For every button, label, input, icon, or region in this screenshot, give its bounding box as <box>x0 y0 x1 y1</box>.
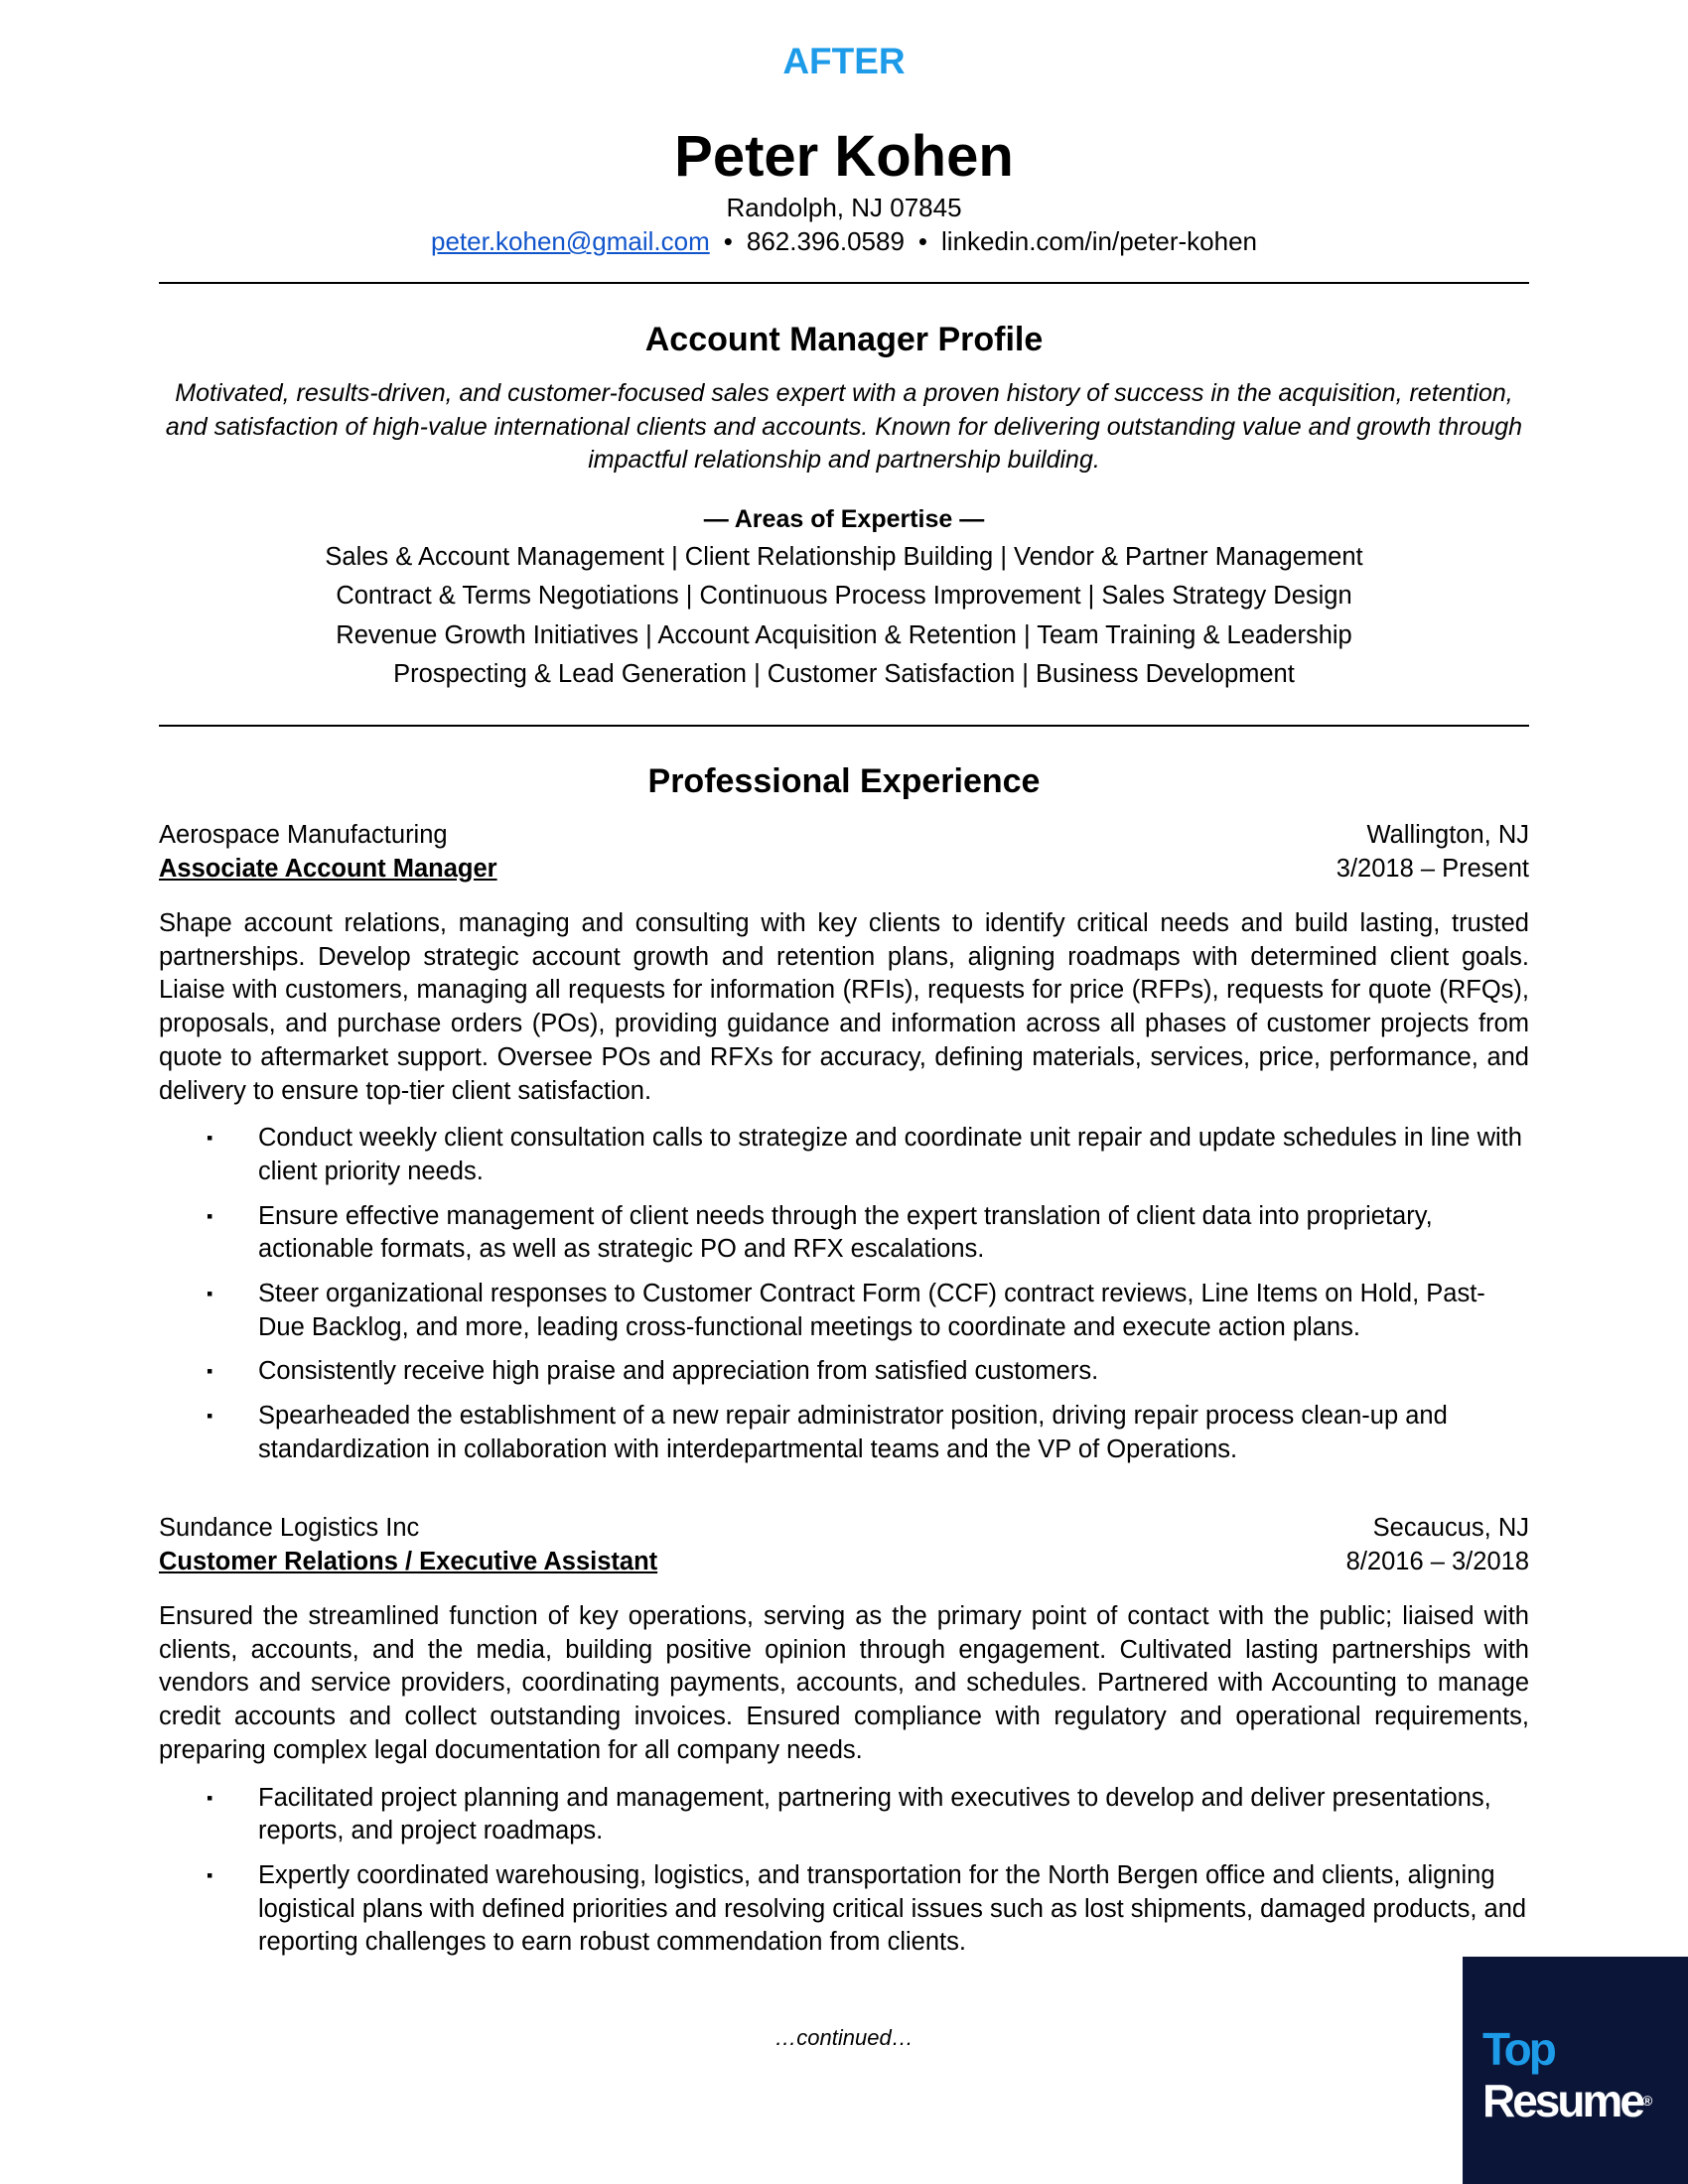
job-title: Customer Relations / Executive Assistant <box>159 1547 658 1575</box>
bullet-marker: ▪ <box>207 1128 213 1149</box>
job-dates: 8/2016 – 3/2018 <box>1345 1547 1529 1575</box>
areas-line: Prospecting & Lead Generation | Customer Satisfaction | Business Development <box>393 659 1295 688</box>
separator: • <box>917 226 928 256</box>
company: Aerospace Manufacturing <box>159 821 448 849</box>
job-entry <box>159 1512 1529 1971</box>
areas-of-expertise <box>159 538 1529 694</box>
separator: • <box>723 226 733 256</box>
bullet-marker: ▪ <box>207 1284 213 1304</box>
areas-line: Revenue Growth Initiatives | Account Acquisition & Retention | Team Training & Leadership <box>336 620 1352 649</box>
bullet-text: Ensure effective management of client needs through the expert translation of client data into proprietary, actionable formats, as well as strategic PO and RFX escalations. <box>258 1201 1433 1264</box>
job-bullets <box>159 1122 1529 1466</box>
phone: 862.396.0589 <box>746 226 905 256</box>
linkedin: linkedin.com/in/peter-kohen <box>941 226 1257 256</box>
logo-resume <box>1482 2076 1652 2125</box>
bullet-item <box>159 1782 1529 1848</box>
bullet-item <box>159 1859 1529 1960</box>
bullet-marker: ▪ <box>207 1361 213 1382</box>
areas-heading: — Areas of Expertise — <box>703 505 985 533</box>
job-entry <box>159 819 1529 1478</box>
bullet-item <box>159 1200 1529 1267</box>
candidate-name: Peter Kohen <box>674 124 1014 189</box>
job-bullets <box>159 1782 1529 1961</box>
bullet-marker: ▪ <box>207 1864 213 1885</box>
bullet-text: Consistently receive high praise and appreciation from satisfied customers. <box>258 1357 1099 1386</box>
bullet-marker: ▪ <box>207 1787 213 1808</box>
job-location: Wallington, NJ <box>1366 821 1529 849</box>
bullet-item <box>159 1122 1529 1188</box>
bullet-marker: ▪ <box>207 1205 213 1226</box>
registered-mark: ® <box>1641 2093 1653 2109</box>
job-description: Ensured the streamlined function of key operations, serving as the primary point of contact with the public; liaised with clients, accounts, and the media, building positive opinion through engagement. Cultivated lasting partnerships with vendors and service providers, coordinating payments, accounts, and schedules. Partnered with Accounting to manage credit accounts and collect outstanding invoices. Ensured compliance with regulatory and operational requirements, preparing complex legal documentation for all company needs. <box>159 1602 1529 1764</box>
profile-summary: Motivated, results-driven, and customer-focused sales expert with a proven history of success in the acquisition, retention, and satisfaction of high-value international clients and accounts. Known for delivering outstanding value and growth through impactful relationship and partnership building. <box>165 379 1523 474</box>
areas-line: Contract & Terms Negotiations | Continuous Process Improvement | Sales Strategy Design <box>336 582 1352 611</box>
logo-resume-text: Resume <box>1482 2075 1642 2126</box>
topresume-logo <box>1463 1957 1688 2184</box>
logo-top: Top <box>1482 2023 1554 2075</box>
job-description: Shape account relations, managing and consulting with key clients to identify critical needs and build lasting, trusted partnerships. Develop strategic account growth and retention plans, aligning roadmaps with determined client goals. Liaise with customers, managing all requests for information (RFIs), requests for price (RFPs), requests for quote (RFQs), proposals, and purchase orders (POs), providing guidance and information across all phases of customer projects from quote to aftermarket support. Oversee POs and RFXs for accuracy, defining materials, services, price, performance, and delivery to ensure top-tier client satisfaction. <box>159 909 1529 1105</box>
bullet-item <box>159 1355 1529 1389</box>
divider <box>159 282 1529 284</box>
bullet-marker: ▪ <box>207 1406 213 1427</box>
bullet-text: Spearheaded the establishment of a new repair administrator position, driving repair process clean-up and standardization in collaboration with interdepartmental teams and the VP of Operations. <box>258 1402 1448 1463</box>
bullet-item <box>159 1278 1529 1344</box>
contact-line <box>159 224 1529 258</box>
bullet-text: Expertly coordinated warehousing, logistics, and transportation for the North Bergen office and clients, aligning logistical plans with defined priorities and resolving critical issues such as lost shipments, damaged products, and reporting challenges to earn robust commendation from clients. <box>258 1860 1527 1957</box>
job-location: Secaucus, NJ <box>1372 1514 1529 1542</box>
continued-note: …continued… <box>774 2025 914 2050</box>
email-link[interactable]: peter.kohen@gmail.com <box>431 226 710 256</box>
areas-line: Sales & Account Management | Client Relationship Building | Vendor & Partner Management <box>325 543 1363 571</box>
bullet-item <box>159 1400 1529 1466</box>
location: Randolph, NJ 07845 <box>726 193 962 222</box>
job-dates: 3/2018 – Present <box>1336 854 1529 883</box>
company: Sundance Logistics Inc <box>159 1514 420 1542</box>
bullet-text: Conduct weekly client consultation calls to strategize and coordinate unit repair and update schedules in line with client priority needs. <box>258 1124 1522 1185</box>
job-title: Associate Account Manager <box>159 854 497 883</box>
profile-heading: Account Manager Profile <box>644 321 1044 358</box>
bullet-text: Steer organizational responses to Customer Contract Form (CCF) contract reviews, Line Items on Hold, Past-Due Backlog, and more, leading cross-functional meetings to coordinate and execute action plans. <box>258 1280 1485 1341</box>
divider <box>159 725 1529 727</box>
after-banner: AFTER <box>782 41 906 81</box>
experience-heading: Professional Experience <box>647 762 1041 800</box>
bullet-text: Facilitated project planning and management, partnering with executives to develop and deliver presentations, reports, and project roadmaps. <box>258 1783 1491 1845</box>
